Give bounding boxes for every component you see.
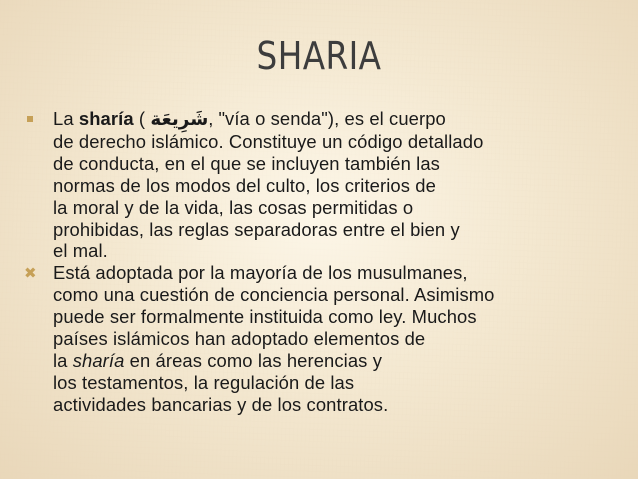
text-line xyxy=(53,108,622,131)
text-line: los testamentos, la regulación de las xyxy=(53,371,355,393)
text-line: puede ser formalmente instituida como ley. Muchos xyxy=(53,306,477,328)
text-line: como una cuestión de conciencia personal. Asimismo xyxy=(53,284,495,306)
term-sharia-italic: sharía xyxy=(72,349,125,371)
term-sharia-bold: sharía xyxy=(78,108,134,129)
paragraph-adoption xyxy=(22,262,622,415)
text-run: la xyxy=(53,349,73,371)
text-line: de derecho islámico. Constituye un código detallado xyxy=(53,130,484,152)
slide-title: SHARIA xyxy=(256,34,382,78)
text-line: países islámicos han adoptado elementos de xyxy=(53,328,426,350)
text-run: ( xyxy=(133,108,151,129)
text-run: La xyxy=(53,108,79,129)
text-run: , "vía o senda"), es el cuerpo xyxy=(208,108,446,129)
paragraph-definition xyxy=(22,108,622,262)
slide-body xyxy=(22,108,622,416)
text-line: normas de los modos del culto, los criterios de xyxy=(53,174,436,196)
x-bullet-icon: ✖ xyxy=(24,264,37,283)
square-bullet-icon xyxy=(22,108,42,130)
text-line: de conducta, en el que se incluyen también las xyxy=(53,152,440,174)
text-line: la moral y de la vida, las cosas permitidas o xyxy=(53,196,414,218)
text-line xyxy=(53,350,622,372)
text-line: el mal. xyxy=(53,240,108,262)
text-line: Está adoptada por la mayoría de los musulmanes, xyxy=(53,262,468,284)
text-line: prohibidas, las reglas separadoras entre el bien y xyxy=(53,218,460,240)
arabic-term: شَرِيعَة xyxy=(150,109,209,130)
text-line: actividades bancarias y de los contratos. xyxy=(53,393,389,415)
text-run: en áreas como las herencias y xyxy=(124,349,382,371)
